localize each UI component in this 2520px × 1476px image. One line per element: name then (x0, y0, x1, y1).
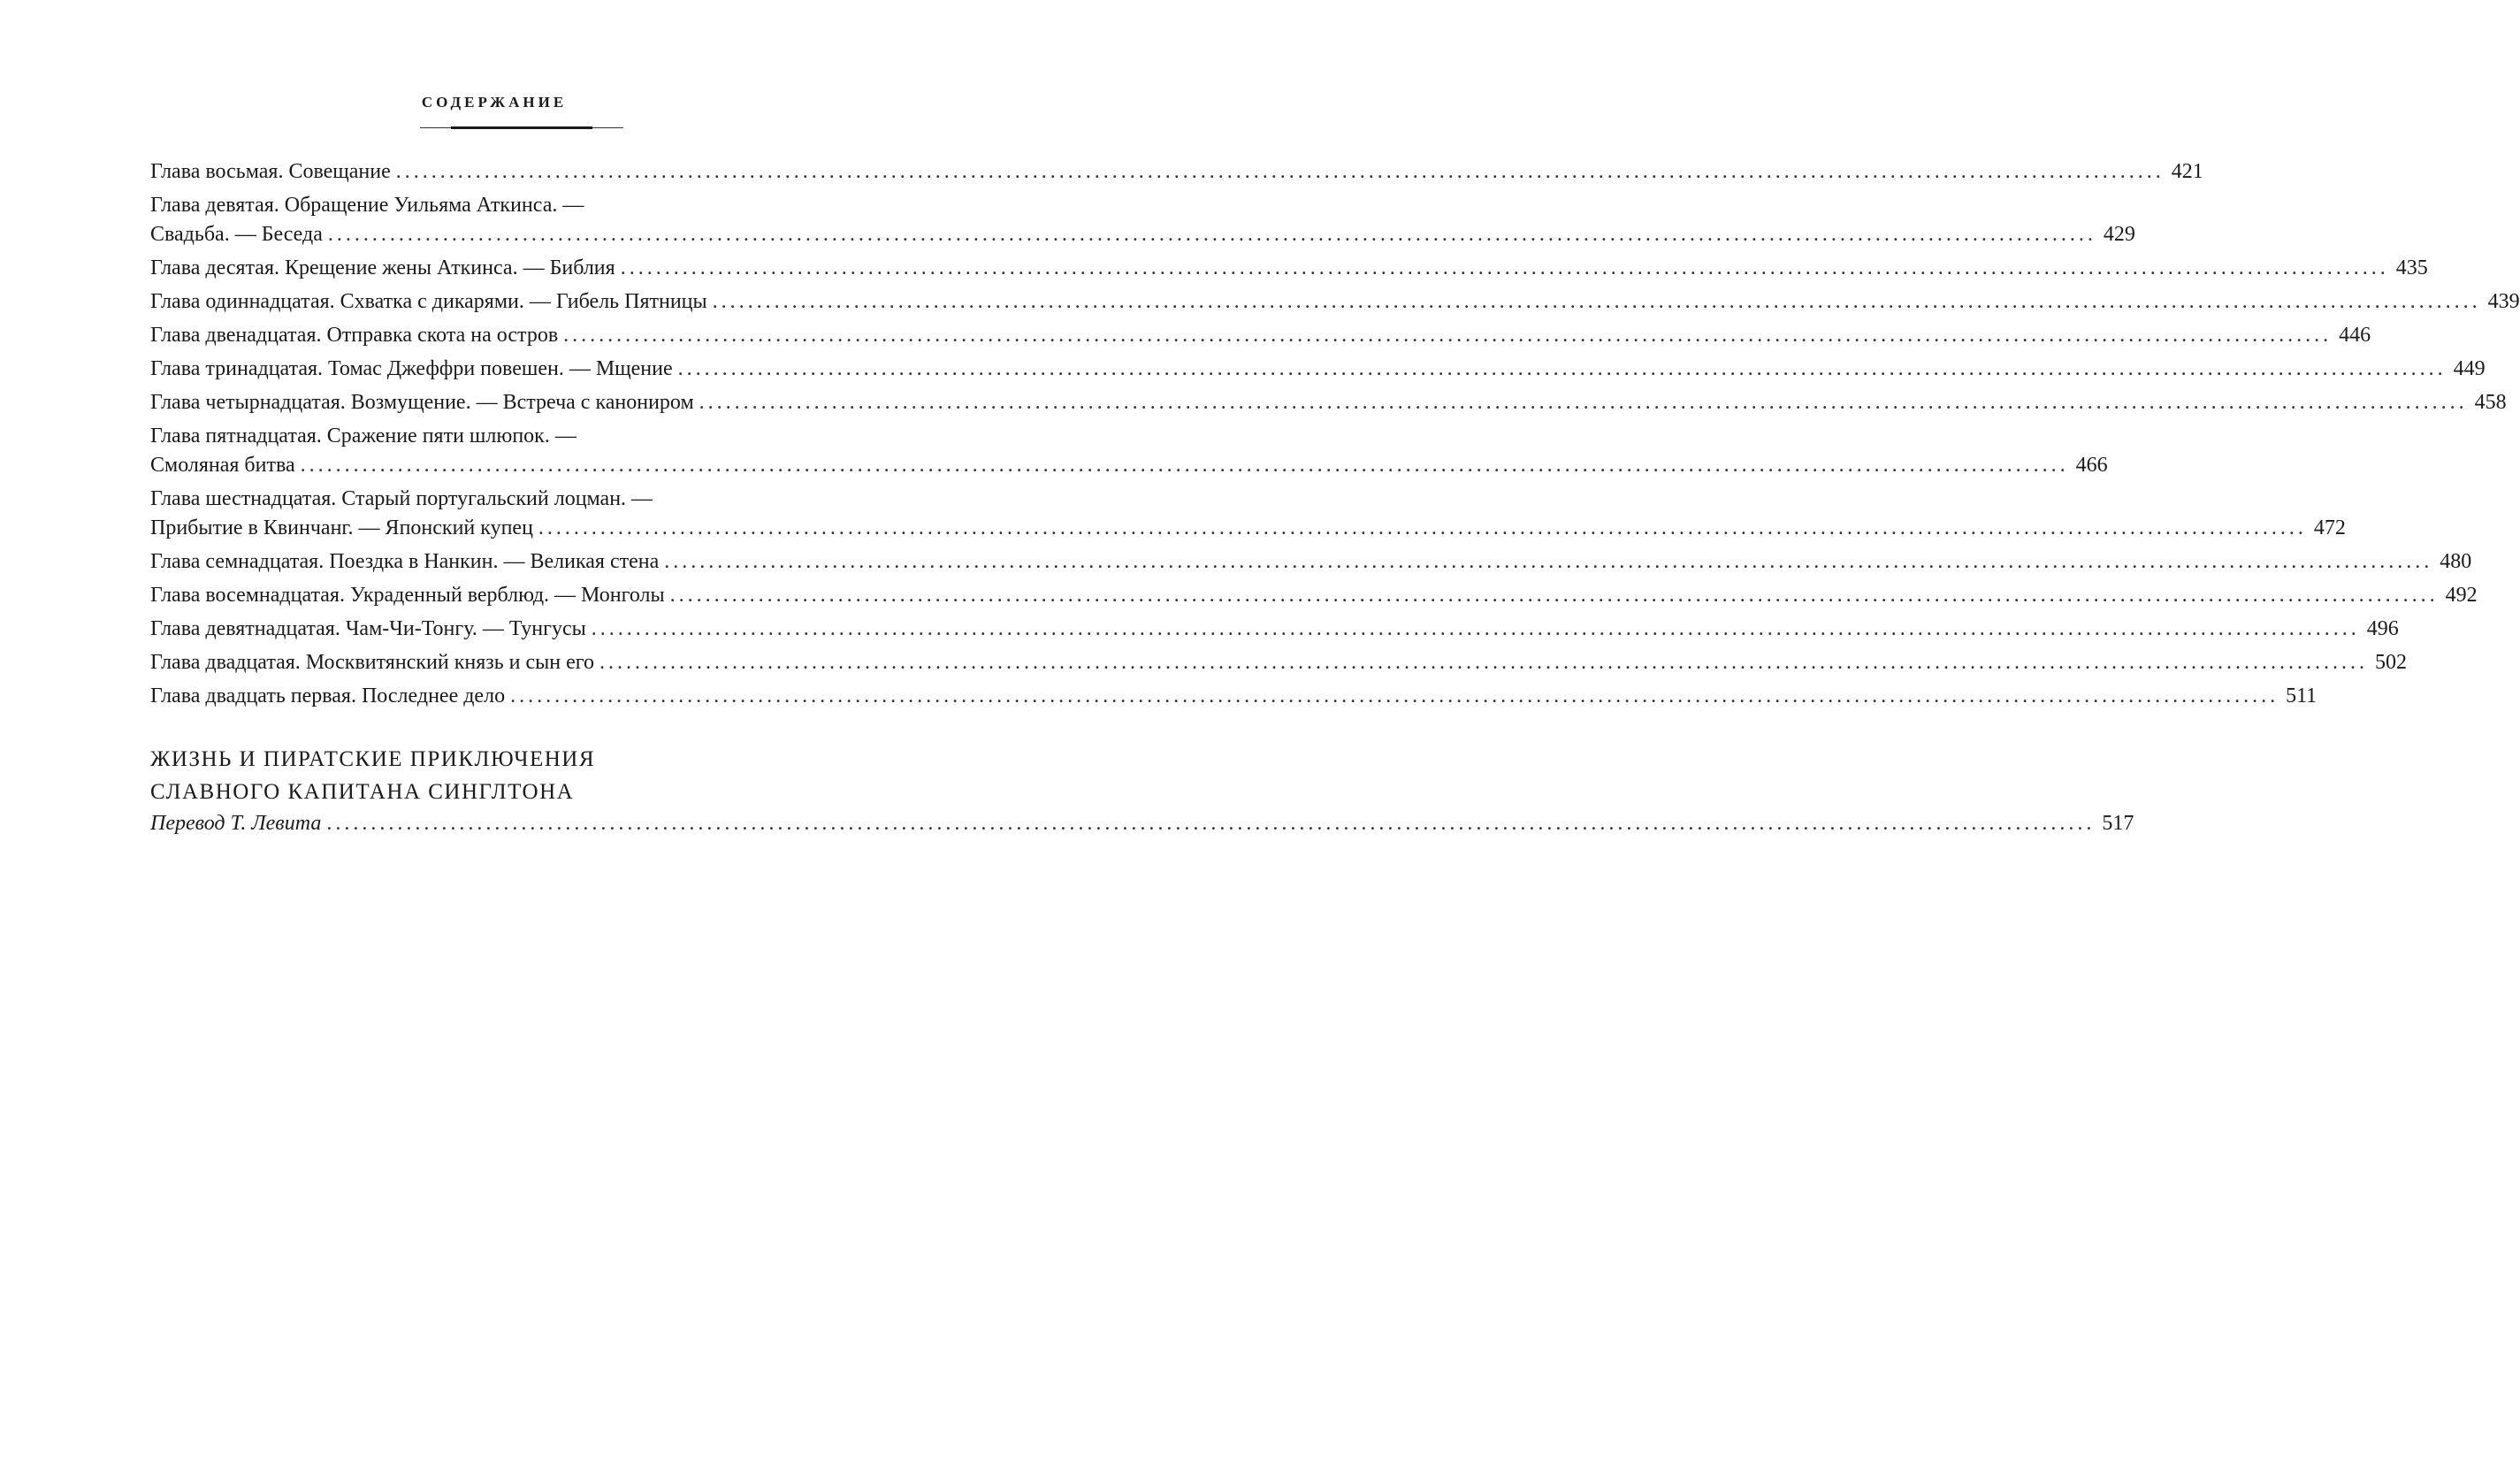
dot-leader: ........................................................................................................................................................................................................ (712, 290, 2481, 313)
toc-entry-title: Глава двадцатая. Москвитянский князь и сын его (150, 651, 595, 674)
toc-entry-line (150, 514, 2346, 543)
page-header (150, 94, 874, 111)
toc-entry[interactable] (150, 287, 2520, 317)
dot-leader: ........................................................................................................................................................................................................ (538, 516, 2307, 539)
toc-entry-line (150, 321, 2371, 350)
toc-entry-title: Свадьба. — Беседа (150, 223, 323, 246)
section-title-line-2: СЛАВНОГО КАПИТАНА СИНГЛТОНА (150, 780, 575, 804)
toc-page-number: 492 (2445, 584, 2478, 607)
page-title: СОДЕРЖАНИЕ (421, 94, 568, 111)
toc-entry[interactable] (150, 388, 2507, 417)
section-entry (150, 743, 2134, 838)
toc-page-number: 446 (2339, 324, 2371, 347)
section-translator-line[interactable] (150, 808, 2134, 838)
toc-entry-title: Глава восемнадцатая. Украденный верблюд. — Монголы (150, 584, 665, 607)
toc-entry-line (150, 191, 874, 220)
toc-entry[interactable] (150, 157, 2203, 187)
toc-page-number: 458 (2474, 391, 2507, 414)
toc-entry[interactable] (150, 485, 2346, 543)
toc-entry-title: Смоляная битва (150, 454, 295, 477)
section-title-line-1: ЖИЗНЬ И ПИРАТСКИЕ ПРИКЛЮЧЕНИЯ (150, 747, 595, 771)
section-page-number: 517 (2102, 812, 2134, 835)
toc-entry[interactable] (150, 547, 2472, 577)
toc-entry-title: Глава десятая. Крещение жены Аткинса. — Библия (150, 256, 615, 279)
toc-page-number: 511 (2286, 684, 2318, 707)
toc-entry[interactable] (150, 648, 2408, 677)
header-rule-accent (451, 126, 592, 129)
toc-entry-title: Глава восьмая. Совещание (150, 160, 391, 183)
dot-leader: ........................................................................................................................................................................................................ (510, 684, 2279, 707)
toc-entry[interactable] (150, 682, 2318, 711)
toc-entry[interactable] (150, 422, 2108, 480)
toc-entry-line (150, 254, 2428, 283)
toc-entry-title: Глава девятнадцатая. Чам-Чи-Тонгу. — Тунгусы (150, 617, 586, 640)
toc-page-number: 502 (2375, 651, 2408, 674)
toc-entry-line (150, 157, 2203, 187)
toc-page-number: 429 (2103, 223, 2135, 246)
dot-leader: ........................................................................................................................................................................................................ (677, 357, 2447, 380)
dot-leader: ........................................................................................................................................................................................................ (300, 454, 2069, 477)
toc-page-number: 472 (2313, 516, 2346, 539)
toc-entry[interactable] (150, 355, 2486, 384)
toc-entry-title: Глава двенадцатая. Отправка скота на остров (150, 324, 559, 347)
toc-page-number: 496 (2366, 617, 2399, 640)
toc-entry-title: Глава девятая. Обращение Уильяма Аткинса. — (150, 194, 584, 217)
toc-entry-title: Глава двадцать первая. Последнее дело (150, 684, 506, 707)
toc-page-number: 421 (2171, 160, 2203, 183)
dot-leader: ........................................................................................................................................................................................................ (599, 651, 2369, 674)
dot-leader: ........................................................................................................................................................................................................ (669, 584, 2439, 607)
toc-entry-line (150, 682, 2318, 711)
toc-entry-line (150, 388, 2507, 417)
dot-leader: ........................................................................................................................................................................................................ (591, 617, 2360, 640)
toc-entry-line (150, 451, 2108, 480)
toc-entry[interactable] (150, 615, 2399, 644)
dot-leader: ........................................................................................................................................................................................................ (327, 223, 2096, 246)
dot-leader: ........................................................................................................................................................................................................ (699, 391, 2468, 414)
toc-entry-line (150, 547, 2472, 577)
toc-entry-line (150, 615, 2399, 644)
toc-entry[interactable] (150, 254, 2428, 283)
toc-entry-title: Глава семнадцатая. Поездка в Нанкин. — Великая стена (150, 550, 660, 573)
toc-entry[interactable] (150, 581, 2478, 610)
toc-entry-title: Глава пятнадцатая. Сражение пяти шлюпок. — (150, 424, 577, 447)
toc-entry-line (150, 581, 2478, 610)
table-of-contents (150, 157, 2520, 715)
toc-entry-line (150, 355, 2486, 384)
toc-entry-title: Глава одиннадцатая. Схватка с дикарями. — Гибель Пятницы (150, 290, 707, 313)
section-translator: Перевод Т. Левита (150, 812, 322, 835)
toc-page-number: 439 (2487, 290, 2520, 313)
toc-page-number: 449 (2453, 357, 2486, 380)
toc-page-number: 466 (2075, 454, 2108, 477)
dot-leader: ........................................................................................................................................................................................................ (395, 160, 2165, 183)
toc-page-number: 480 (2440, 550, 2472, 573)
toc-entry-title: Прибытие в Квинчанг. — Японский купец (150, 516, 533, 539)
toc-entry-line (150, 422, 874, 451)
toc-entry[interactable] (150, 321, 2371, 350)
toc-entry-line (150, 485, 874, 514)
toc-entry-title: Глава шестнадцатая. Старый португальский лоцман. — (150, 487, 653, 510)
toc-entry-title: Глава тринадцатая. Томас Джеффри повешен. — Мщение (150, 357, 673, 380)
toc-entry-line (150, 648, 2408, 677)
toc-entry-line (150, 220, 2135, 249)
dot-leader: ........................................................................................................................................................................................................ (563, 324, 2333, 347)
toc-page-number: 435 (2395, 256, 2428, 279)
dot-leader: ........................................................................................................................................................................................................ (664, 550, 2433, 573)
toc-entry-title: Глава четырнадцатая. Возмущение. — Встреча с канониром (150, 391, 694, 414)
toc-entry[interactable] (150, 191, 2135, 249)
toc-entry-line (150, 287, 2520, 317)
dot-leader: ........................................................................................................................................................................................................ (620, 256, 2389, 279)
dot-leader: ........................................................................................................................................................................................................ (326, 812, 2096, 835)
